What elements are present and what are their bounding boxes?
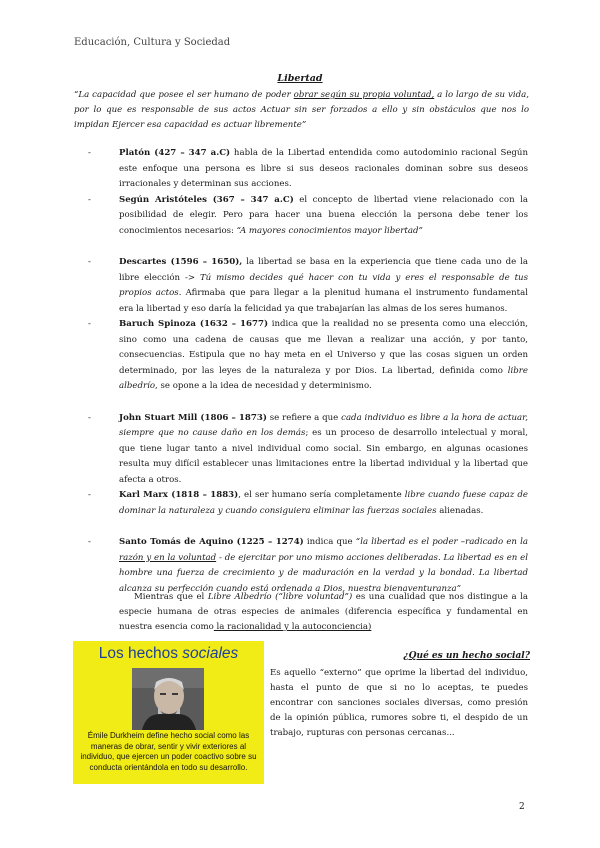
hecho-social-text: Es aquello “externo” que oprime la libertad del individuo, hasta el punto de que si no lo aceptas, te puedes encontrar con sanciones sociales diversas, como presión de la opinión pública, rumores sobre ti, el despido de un trabajo, rupturas con personas cercanas... — [270, 668, 528, 738]
durkheim-portrait — [132, 668, 204, 730]
page-header: Educación, Cultura y Sociedad — [74, 37, 231, 48]
quote-underlined: obrar según su propia voluntad, — [293, 90, 435, 100]
figure-title: Los hechos sociales — [98, 645, 239, 662]
list-item-spinoza: - Baruch Spinoza (1632 – 1677) indica que la realidad no se presenta como una elección, sino como una cadena de causas que me llevan a realizar una acción, y por tanto, consecuencias. Estipula que no hay meta en el Universo y que las cosas siguen un orden determinado, por las leyes de la naturaleza y por Dios. La libertad, definida como libre albedrío, se opone a la idea de necesidad y determinismo. — [88, 319, 528, 391]
hechos-sociales-figure — [73, 641, 264, 784]
list-item-aristoteles: - Según Aristóteles (367 – 347 a.C) el concepto de libertad viene relacionado con la posibilidad de elegir. Pero para hacer una buena elección la persona debe tener los conocimientos necesarios: “A mayores conocimientos mayor libertad” — [88, 194, 528, 236]
author-name: Según Aristóteles (367 – 347 a.C) — [119, 194, 294, 205]
philosophers-list — [88, 146, 528, 597]
page-number: 2 — [519, 802, 525, 812]
author-name: John Stuart Mill (1806 – 1873) — [119, 412, 267, 423]
libre-albedrio-paragraph: Mientras que el Libre Albedrío (“libre voluntad”) es una cualidad que nos distingue a la especie humana de otras especies de animales (diferencia específica y fundamental en nuestra esencia como la racionalidad y la autoconciencia) — [119, 592, 528, 632]
author-name: Descartes (1596 – 1650), — [119, 257, 243, 267]
list-item-aquino: - Santo Tomás de Aquino (1225 – 1274) indica que “la libertad es el poder –radicado en la razón y en la voluntad - de ejercitar por uno mismo acciones deliberadas. La libertad es en el hombre una fuerza de crecimiento y de maduración en la verdad y la bondad. La libertad alcanza su perfección cuando está ordenada a Dios, nuestra bienaventuranza” — [88, 537, 528, 594]
list-item-marx: - Karl Marx (1818 – 1883), el ser humano sería completamente libre cuando fuese capaz de dominar la naturaleza y cuando consiguiera eliminar las fuerzas sociales alienadas. — [88, 490, 528, 516]
list-item-descartes: - Descartes (1596 – 1650), la libertad se basa en la experiencia que tiene cada uno de la libre elección -> Tú mismo decides qué hacer con tu vida y eres el responsable de tus propios actos. Afirmaba que para llegar a la plenitud humana el instrumento fundamental era la libertad y eso daría la felicidad ya que trabajarían las almas de los seres humanos. — [88, 257, 528, 314]
definition-quote: “La capacidad que posee el ser humano de poder obrar según su propia voluntad, a lo largo de su vida, por lo que es responsable de sus actos Actuar sin ser forzados a ello y sin obstáculos que nos lo impidan Ejercer esa capacidad es actuar libremente” — [74, 90, 529, 130]
author-name: Baruch Spinoza (1632 – 1677) — [119, 319, 269, 329]
portrait-image — [132, 668, 204, 730]
hecho-social-heading: ¿Qué es un hecho social? — [403, 651, 530, 661]
list-item-mill: - John Stuart Mill (1806 – 1873) se refiere a que cada individuo es libre a la hora de actuar, siempre que no cause daño en los demás; es un proceso de desarrollo intelectual y moral, que tiene lugar tanto a nivel individual como social. Sin embargo, en algunas ocasiones resulta muy difícil establecer unas limitaciones entre la libertad individual y la libertad que afecta a otros. — [88, 412, 528, 485]
author-name: Karl Marx (1818 – 1883) — [119, 490, 239, 500]
figure-caption: Émile Durkheim define hecho social como las maneras de obrar, sentir y vivir exteriores al individuo, que ejercen un poder coactivo sobre su conducta orientándola en todo su desarrollo. — [80, 731, 257, 772]
section-title: Libertad — [277, 73, 323, 84]
list-item-plato: - Platón (427 – 347 a.C) habla de la Libertad entendida como autodominio racional Según este enfoque una persona es libre si sus deseos racionales dominan sobre sus deseos irracionales y determinan sus acciones. — [88, 148, 528, 189]
author-name: Platón (427 – 347 a.C) — [119, 148, 231, 158]
author-name: Santo Tomás de Aquino (1225 – 1274) — [119, 537, 304, 547]
